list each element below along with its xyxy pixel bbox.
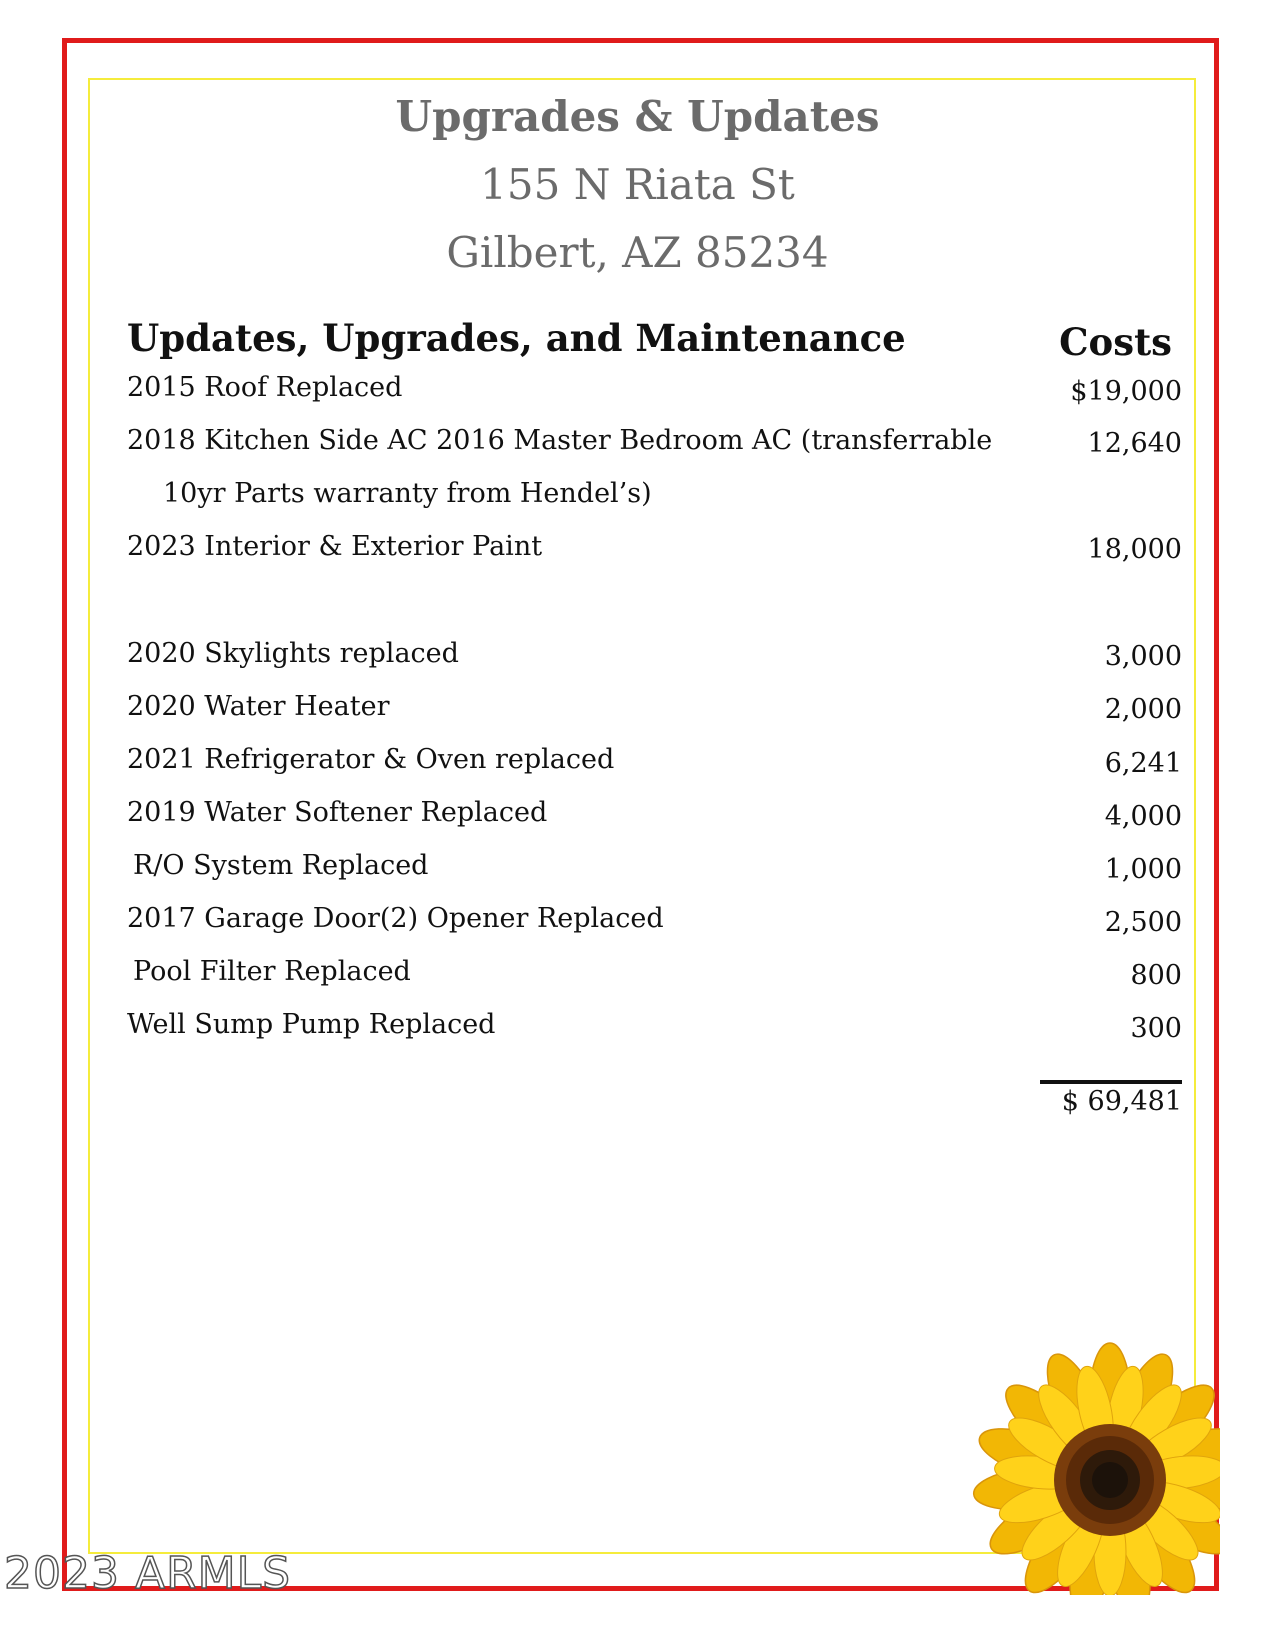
items-column-header: Updates, Upgrades, and Maintenance <box>127 316 906 360</box>
list-item-cost: 4,000 <box>1104 801 1182 832</box>
list-item-cost: 12,640 <box>1087 428 1182 459</box>
list-item-cost: 3,000 <box>1104 641 1182 672</box>
sunflower-icon <box>960 1335 1220 1595</box>
list-item-label-continued: 10yr Parts warranty from Hendel’s) <box>163 478 652 509</box>
total-cost: $ 69,481 <box>1061 1086 1182 1117</box>
list-item-label: R/O System Replaced <box>133 850 429 881</box>
list-item-cost: 6,241 <box>1104 748 1182 779</box>
list-item-cost: 800 <box>1130 960 1182 991</box>
watermark: 2023 ARMLS <box>4 1548 292 1599</box>
costs-column-header: Costs <box>1059 320 1172 364</box>
list-item-cost: $19,000 <box>1070 376 1182 407</box>
list-item-label: 2023 Interior & Exterior Paint <box>127 531 543 562</box>
address-line-2: Gilbert, AZ 85234 <box>446 228 829 277</box>
list-item-label: 2020 Skylights replaced <box>127 638 459 669</box>
list-item-label: 2019 Water Softener Replaced <box>127 797 548 828</box>
address-line-1: 155 N Riata St <box>480 160 795 209</box>
document-title: Upgrades & Updates <box>395 92 880 141</box>
list-item-label: Pool Filter Replaced <box>133 956 411 987</box>
list-item-cost: 2,000 <box>1104 694 1182 725</box>
list-item-cost: 300 <box>1130 1013 1182 1044</box>
list-item-label: 2015 Roof Replaced <box>127 372 403 403</box>
list-item-label: 2020 Water Heater <box>127 691 390 722</box>
list-item-cost: 18,000 <box>1087 534 1182 565</box>
total-underline <box>1040 1080 1182 1084</box>
list-item-label: 2021 Refrigerator & Oven replaced <box>127 744 615 775</box>
list-item-cost: 1,000 <box>1104 854 1182 885</box>
list-item-label: 2018 Kitchen Side AC 2016 Master Bedroom AC (transferrable <box>127 425 993 456</box>
list-item-cost: 2,500 <box>1104 907 1182 938</box>
list-item-label: 2017 Garage Door(2) Opener Replaced <box>127 903 664 934</box>
list-item-label: Well Sump Pump Replaced <box>127 1009 496 1040</box>
